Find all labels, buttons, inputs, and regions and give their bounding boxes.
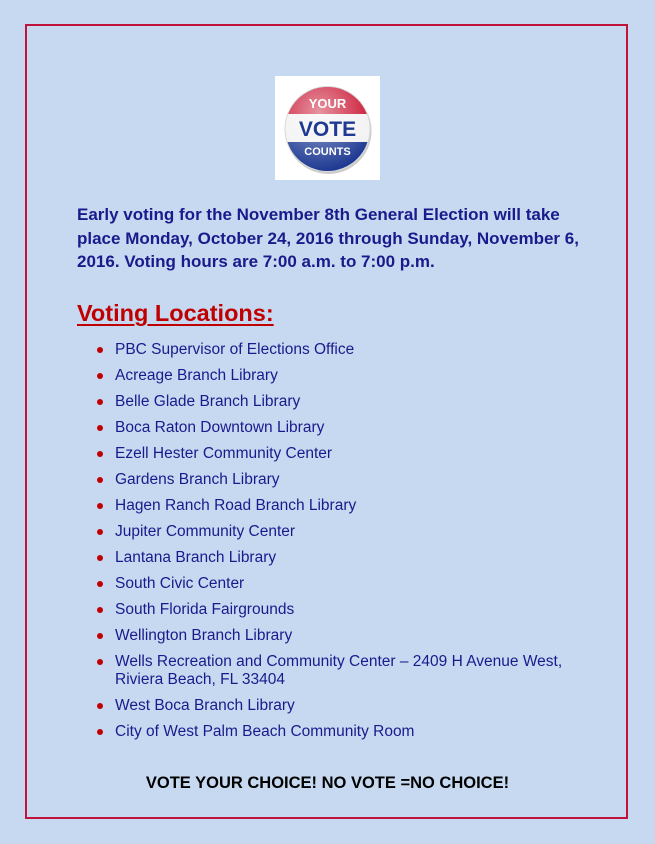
list-item [97, 523, 597, 541]
list-item [97, 723, 597, 741]
location-label: Acreage Branch Library [115, 367, 278, 384]
badge-bottom-text: COUNTS [304, 146, 351, 158]
bullet-dot-icon [97, 373, 103, 379]
bullet-dot-icon [97, 555, 103, 561]
bullet-dot-icon [97, 347, 103, 353]
location-label: Lantana Branch Library [115, 549, 277, 566]
list-item [97, 471, 597, 489]
location-label: Hagen Ranch Road Branch Library [115, 497, 357, 514]
voting-locations-list [97, 341, 597, 749]
list-item [97, 419, 597, 437]
bullet-dot-icon [97, 503, 103, 509]
list-item [97, 367, 597, 385]
list-item [97, 575, 597, 593]
bullet-dot-icon [97, 451, 103, 457]
bullet-dot-icon [97, 425, 103, 431]
bullet-dot-icon [97, 703, 103, 709]
bullet-dot-icon [97, 581, 103, 587]
list-item [97, 653, 597, 689]
bullet-dot-icon [97, 633, 103, 639]
vote-button-icon [275, 76, 380, 180]
bullet-dot-icon [97, 729, 103, 735]
location-label: Belle Glade Branch Library [115, 393, 301, 410]
location-label: West Boca Branch Library [115, 697, 295, 714]
list-item [97, 601, 597, 619]
list-item [97, 627, 597, 645]
bullet-dot-icon [97, 477, 103, 483]
early-voting-intro: Early voting for the November 8th General Election will take place Monday, October 24, 2016 through Sunday, November 6, 2016. Voting hours are 7:00 a.m. to 7:00 p.m. [77, 205, 579, 271]
location-label: Boca Raton Downtown Library [115, 419, 325, 436]
location-label: Ezell Hester Community Center [115, 445, 333, 462]
bullet-dot-icon [97, 659, 103, 665]
badge-middle-text: VOTE [298, 118, 357, 141]
badge-top-text: YOUR [308, 96, 347, 111]
bullet-dot-icon [97, 607, 103, 613]
location-label: City of West Palm Beach Community Room [115, 723, 415, 740]
list-item [97, 393, 597, 411]
location-label: South Civic Center [115, 575, 245, 592]
location-label: Wellington Branch Library [115, 627, 293, 644]
list-item [97, 445, 597, 463]
vote-slogan: VOTE YOUR CHOICE! NO VOTE =NO CHOICE! [145, 774, 510, 792]
bullet-dot-icon [97, 399, 103, 405]
your-vote-counts-badge [275, 76, 380, 180]
voting-locations-heading: Voting Locations: [77, 300, 274, 326]
list-item [97, 697, 597, 715]
location-label: Gardens Branch Library [115, 471, 280, 488]
location-label: South Florida Fairgrounds [115, 601, 295, 618]
list-item [97, 497, 597, 515]
location-label: Wells Recreation and Community Center – 2409 H Avenue West, Riviera Beach, FL 33404 [115, 653, 563, 688]
location-label: PBC Supervisor of Elections Office [115, 341, 355, 358]
list-item [97, 549, 597, 567]
list-item [97, 341, 597, 359]
bullet-dot-icon [97, 529, 103, 535]
location-label: Jupiter Community Center [115, 523, 296, 540]
